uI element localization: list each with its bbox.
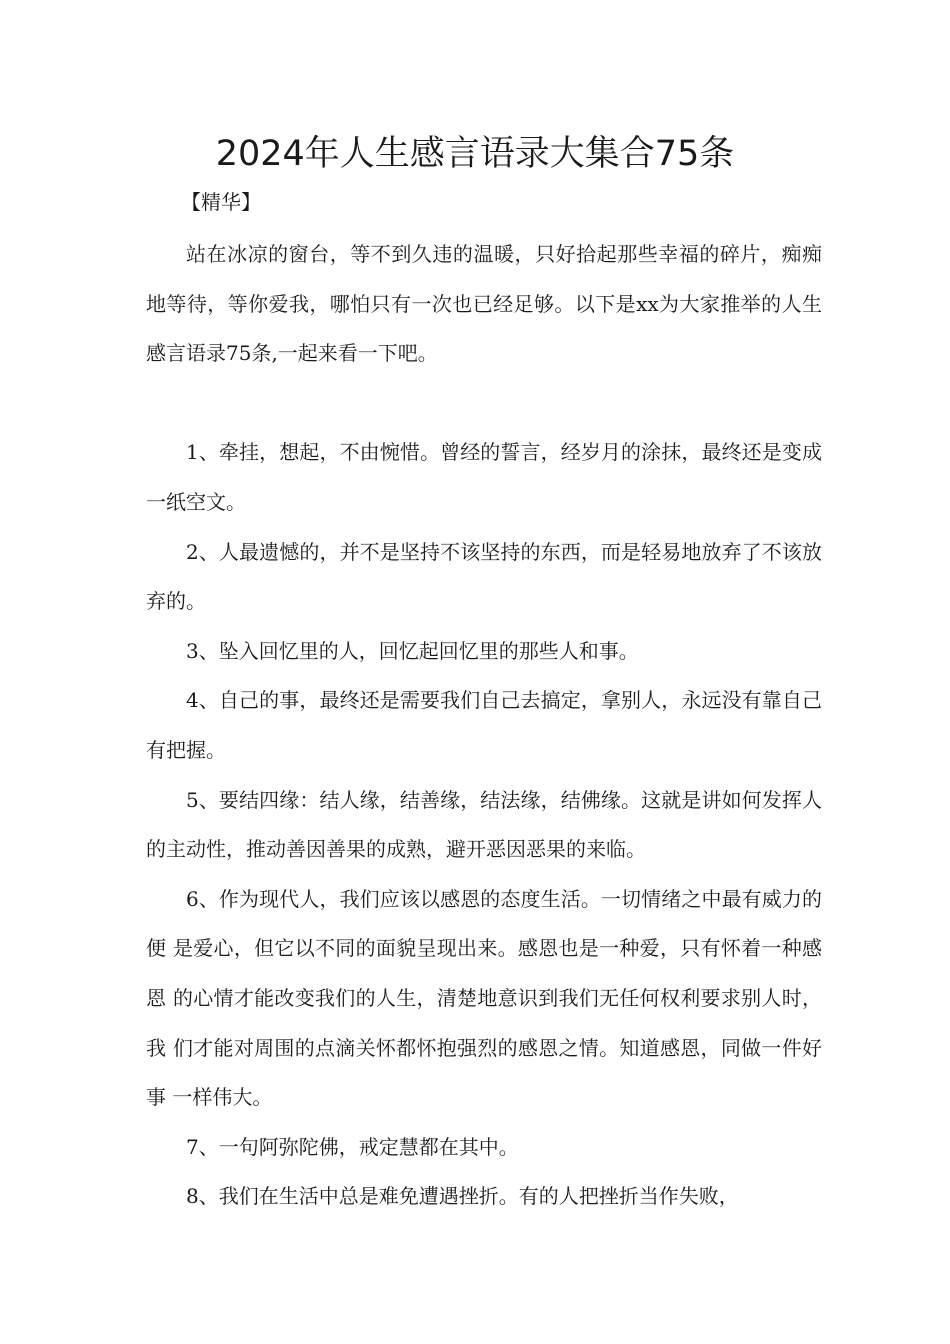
essence-tag: 【精华】 — [181, 190, 261, 214]
quote-item-5: 5、要结四缘：结人缘，结善缘，结法缘，结佛缘。这就是讲如何发挥人的主动性，推动善因善果的成熟，避开恶因恶果的来临。 — [146, 787, 822, 862]
quote-item-8: 8、我们在生活中总是难免遭遇挫折。有的人把挫折当作失败， — [186, 1184, 739, 1209]
quote-item-6: 6、作为现代人，我们应该以感恩的态度生活。一切情绪之中最有威力的便 是爱心，但它以不同的面貌呈现出来。感恩也是一种爱，只有怀着一种感恩 的心情才能改变我们的人生，清楚地意识到我们无任何权利要求别人时，我 们才能对周围的点滴关怀都怀抱强烈的感恩之情。知道感恩，同做一件好事 一样伟大。 — [146, 886, 822, 1110]
quote-item-1: 1、牵挂，想起，不由惋惜。曾经的誓言，经岁月的涂抹，最终还是变成一纸空文。 — [146, 440, 822, 514]
quote-item-7: 7、一句阿弥陀佛，戒定慧都在其中。 — [186, 1134, 519, 1159]
document-body — [146, 230, 822, 1222]
quote-item-3: 3、坠入回忆里的人，回忆起回忆里的那些人和事。 — [186, 638, 639, 663]
quote-item-4: 4、自己的事，最终还是需要我们自己去搞定，拿别人，永远没有靠自己有把握。 — [146, 688, 822, 762]
paragraph-gap — [146, 379, 822, 429]
quote-item-2: 2、人最遗憾的，并不是坚持不该坚持的东西，而是轻易地放弃了不该放弃的。 — [146, 539, 822, 614]
document-title: 2024年人生感言语录大集合75条 — [215, 134, 735, 174]
intro-paragraph: 站在冰凉的窗台，等不到久违的温暖，只好拾起那些幸福的碎片，痴痴地等待，等你爱我，哪怕只有一次也已经足够。以下是xx为大家推举的人生感言语录75条,一起来看一下吧。 — [146, 242, 822, 366]
